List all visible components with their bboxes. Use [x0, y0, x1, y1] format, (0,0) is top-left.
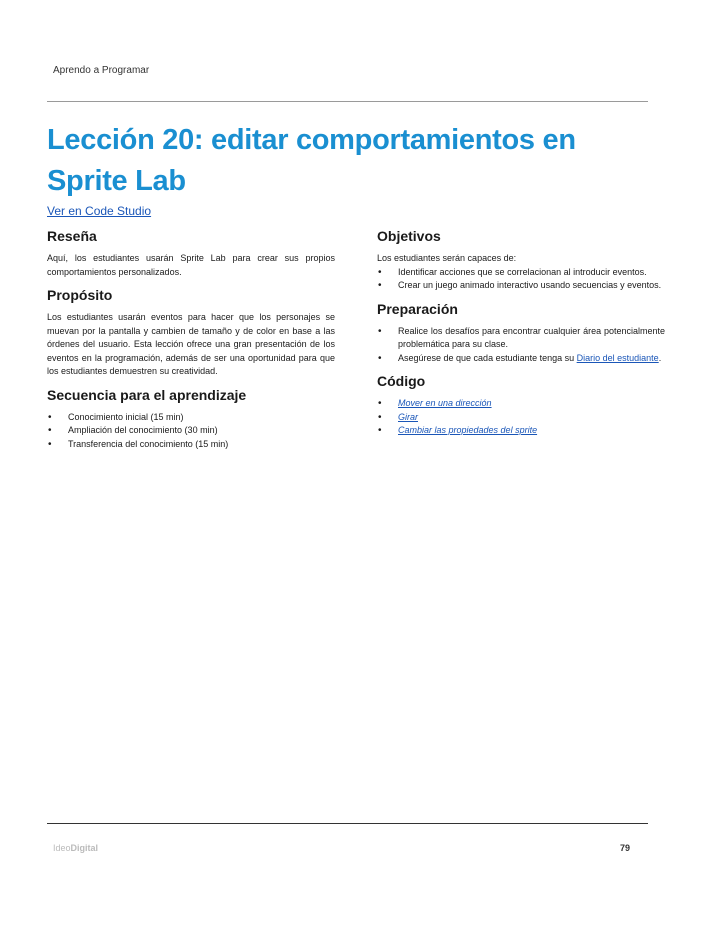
- overview-section: [47, 228, 335, 279]
- overview-heading: Reseña: [47, 228, 97, 244]
- list-item: [377, 352, 665, 366]
- purpose-text: Los estudiantes usarán eventos para hacer que los personajes se muevan por la pantalla y cambien de tamaño y de color en base a las órdenes del usuario. Esta lección ofrece una gran presentación de los eventos en la programación, además de ser una oportunidad para que los estudiantes demuestren su creatividad.: [47, 312, 335, 376]
- list-item: • Transferencia del conocimiento (15 min): [47, 438, 335, 452]
- preparation-heading: Preparación: [377, 300, 458, 317]
- prep-suffix: .: [658, 352, 662, 363]
- objectives-intro: Los estudiantes serán capaces de:: [377, 253, 517, 263]
- student-journal-link[interactable]: Diario del estudiante: [576, 352, 659, 363]
- header-divider: [47, 101, 648, 102]
- footer-brand: [53, 843, 98, 853]
- sequence-section: [47, 387, 335, 452]
- code-section: [377, 373, 665, 438]
- running-header: Aprendo a Programar: [53, 65, 150, 76]
- list-item: • Realice los desafíos para encontrar cualquier área potencialmente problemática para su clase.: [377, 325, 665, 352]
- purpose-section: [47, 287, 335, 379]
- objectives-heading: Objetivos: [377, 228, 441, 244]
- footer-divider: [47, 823, 648, 824]
- code-link-sprite-props[interactable]: Cambiar las propiedades del sprite: [398, 425, 538, 435]
- list-item: [377, 411, 665, 425]
- purpose-heading: Propósito: [47, 287, 113, 303]
- list-item: [377, 397, 665, 411]
- lesson-title: Lección 20: editar comportamientos en Sprite Lab: [47, 124, 576, 197]
- list-item: • Conocimiento inicial (15 min): [47, 411, 335, 425]
- list-item: • Crear un juego animado interactivo usando secuencias y eventos.: [377, 279, 665, 293]
- list-item: • Identificar acciones que se correlacionan al introducir eventos.: [377, 266, 665, 280]
- list-item: • Ampliación del conocimiento (30 min): [47, 424, 335, 438]
- left-column: [47, 228, 335, 459]
- objectives-list: [377, 266, 665, 293]
- code-link-move[interactable]: Mover en una dirección: [398, 398, 492, 408]
- right-column: [377, 228, 665, 446]
- code-heading: Código: [377, 373, 426, 389]
- page-number: 79: [620, 843, 631, 853]
- list-item: [377, 424, 665, 438]
- code-list: [377, 397, 665, 438]
- preparation-section: [377, 301, 665, 366]
- prep-text: Asegúrese de que cada estudiante tenga su: [398, 352, 577, 363]
- code-link-turn[interactable]: Girar: [398, 411, 418, 422]
- sequence-list: [47, 411, 335, 452]
- sequence-heading: Secuencia para el aprendizaje: [47, 386, 247, 403]
- preparation-list: [377, 325, 665, 366]
- brand-bold: Digital: [70, 843, 99, 853]
- objectives-section: [377, 228, 665, 293]
- code-studio-link[interactable]: Ver en Code Studio: [47, 204, 152, 218]
- overview-text: Aquí, los estudiantes usarán Sprite Lab para crear sus propios comportamientos personalizados.: [47, 253, 335, 277]
- brand-light: Ideo: [53, 843, 71, 853]
